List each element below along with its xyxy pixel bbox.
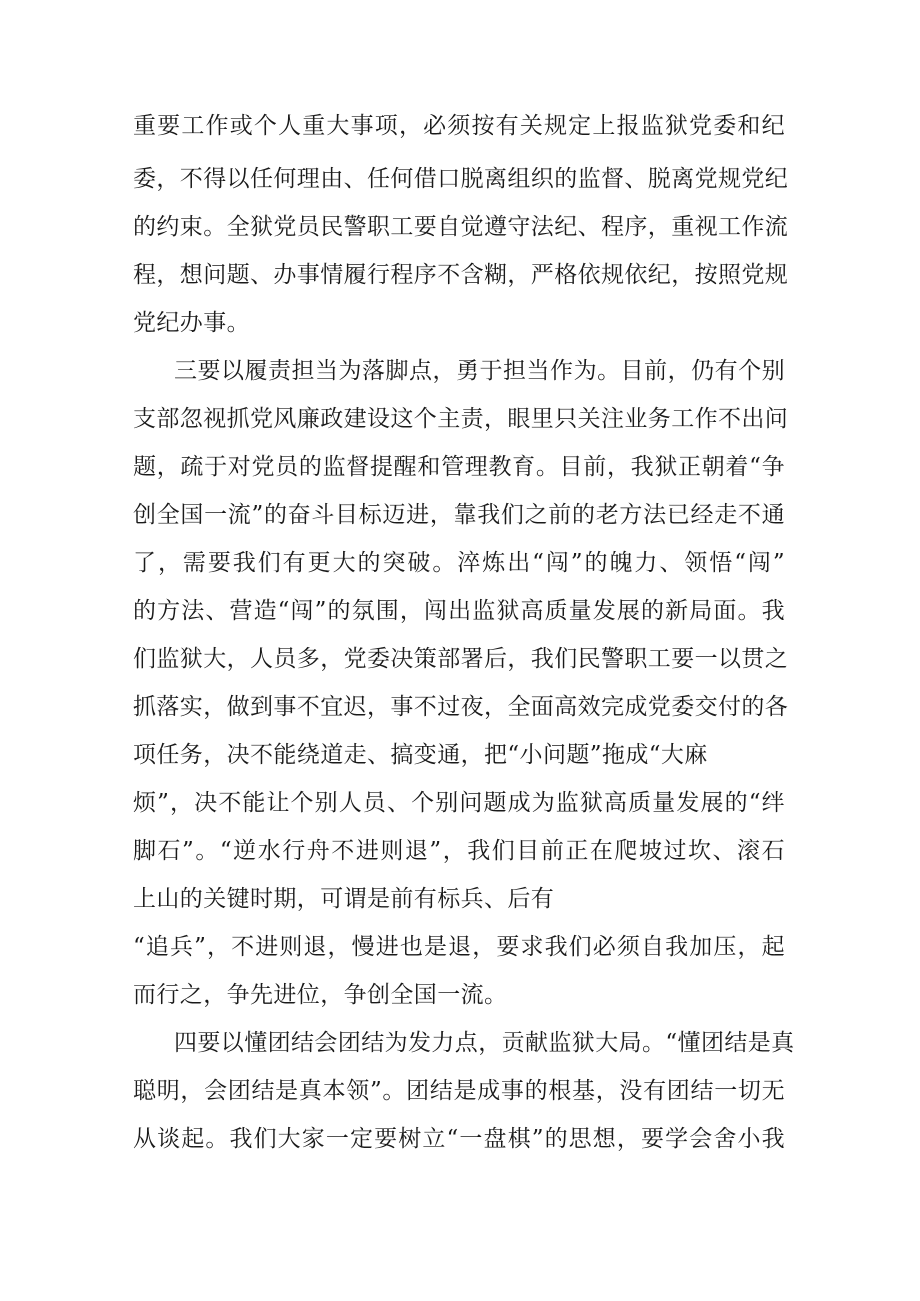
- text-line: 烦”，决不能让个别人员、个别问题成为监狱高质量发展的“绊: [133, 790, 785, 816]
- text-line: 党纪办事。: [133, 310, 250, 336]
- text-line: 聪明，会团结是真本领”。团结是成事的根基，没有团结一切无: [133, 1078, 785, 1104]
- text-line: 支部忽视抓党风廉政建设这个主责，眼里只关注业务工作不出问: [133, 406, 789, 432]
- text-line: 项任务，决不能绕道走、搞变通，把“小问题”拖成“大麻: [133, 742, 708, 768]
- text-line: “追兵”，不进则退，慢进也是退，要求我们必须自我加压，起: [133, 934, 785, 960]
- paragraph-start-line: 三要以履责担当为落脚点，勇于担当作为。目前，仍有个别: [174, 358, 785, 384]
- text-line: 抓落实，做到事不宜迟，事不过夜，全面高效完成党委交付的各: [133, 694, 789, 720]
- text-line: 创全国一流”的奋斗目标迈进，靠我们之前的老方法已经走不通: [133, 502, 785, 528]
- text-line: 程，想问题、办事情履行程序不含糊，严格依规依纪，按照党规: [133, 262, 789, 288]
- text-line: 而行之，争先进位，争创全国一流。: [133, 982, 508, 1008]
- text-line: 题，疏于对党员的监督提醒和管理教育。目前，我狱正朝着“争: [133, 454, 785, 480]
- text-line: 的约束。全狱党员民警职工要自觉遵守法纪、程序，重视工作流: [133, 214, 789, 240]
- text-line: 委，不得以任何理由、任何借口脱离组织的监督、脱离党规党纪: [133, 166, 789, 192]
- text-line: 重要工作或个人重大事项，必须按有关规定上报监狱党委和纪: [133, 113, 785, 139]
- text-line: 了，需要我们有更大的突破。淬炼出“闯”的魄力、领悟“闯”: [133, 550, 785, 576]
- text-line: 上山的关键时期，可谓是前有标兵、后有: [133, 886, 555, 912]
- text-line: 脚石”。“逆水行舟不进则退”，我们目前正在爬坡过坎、滚石: [133, 838, 785, 864]
- text-line: 的方法、营造“闯”的氛围，闯出监狱高质量发展的新局面。我: [133, 598, 785, 624]
- paragraph-start-line: 四要以懂团结会团结为发力点，贡献监狱大局。“懂团结是真: [174, 1030, 795, 1056]
- text-line: 们监狱大，人员多，党委决策部署后，我们民警职工要一以贯之: [133, 646, 789, 672]
- text-line: 从谈起。我们大家一定要树立“一盘棋”的思想，要学会舍小我: [133, 1126, 785, 1152]
